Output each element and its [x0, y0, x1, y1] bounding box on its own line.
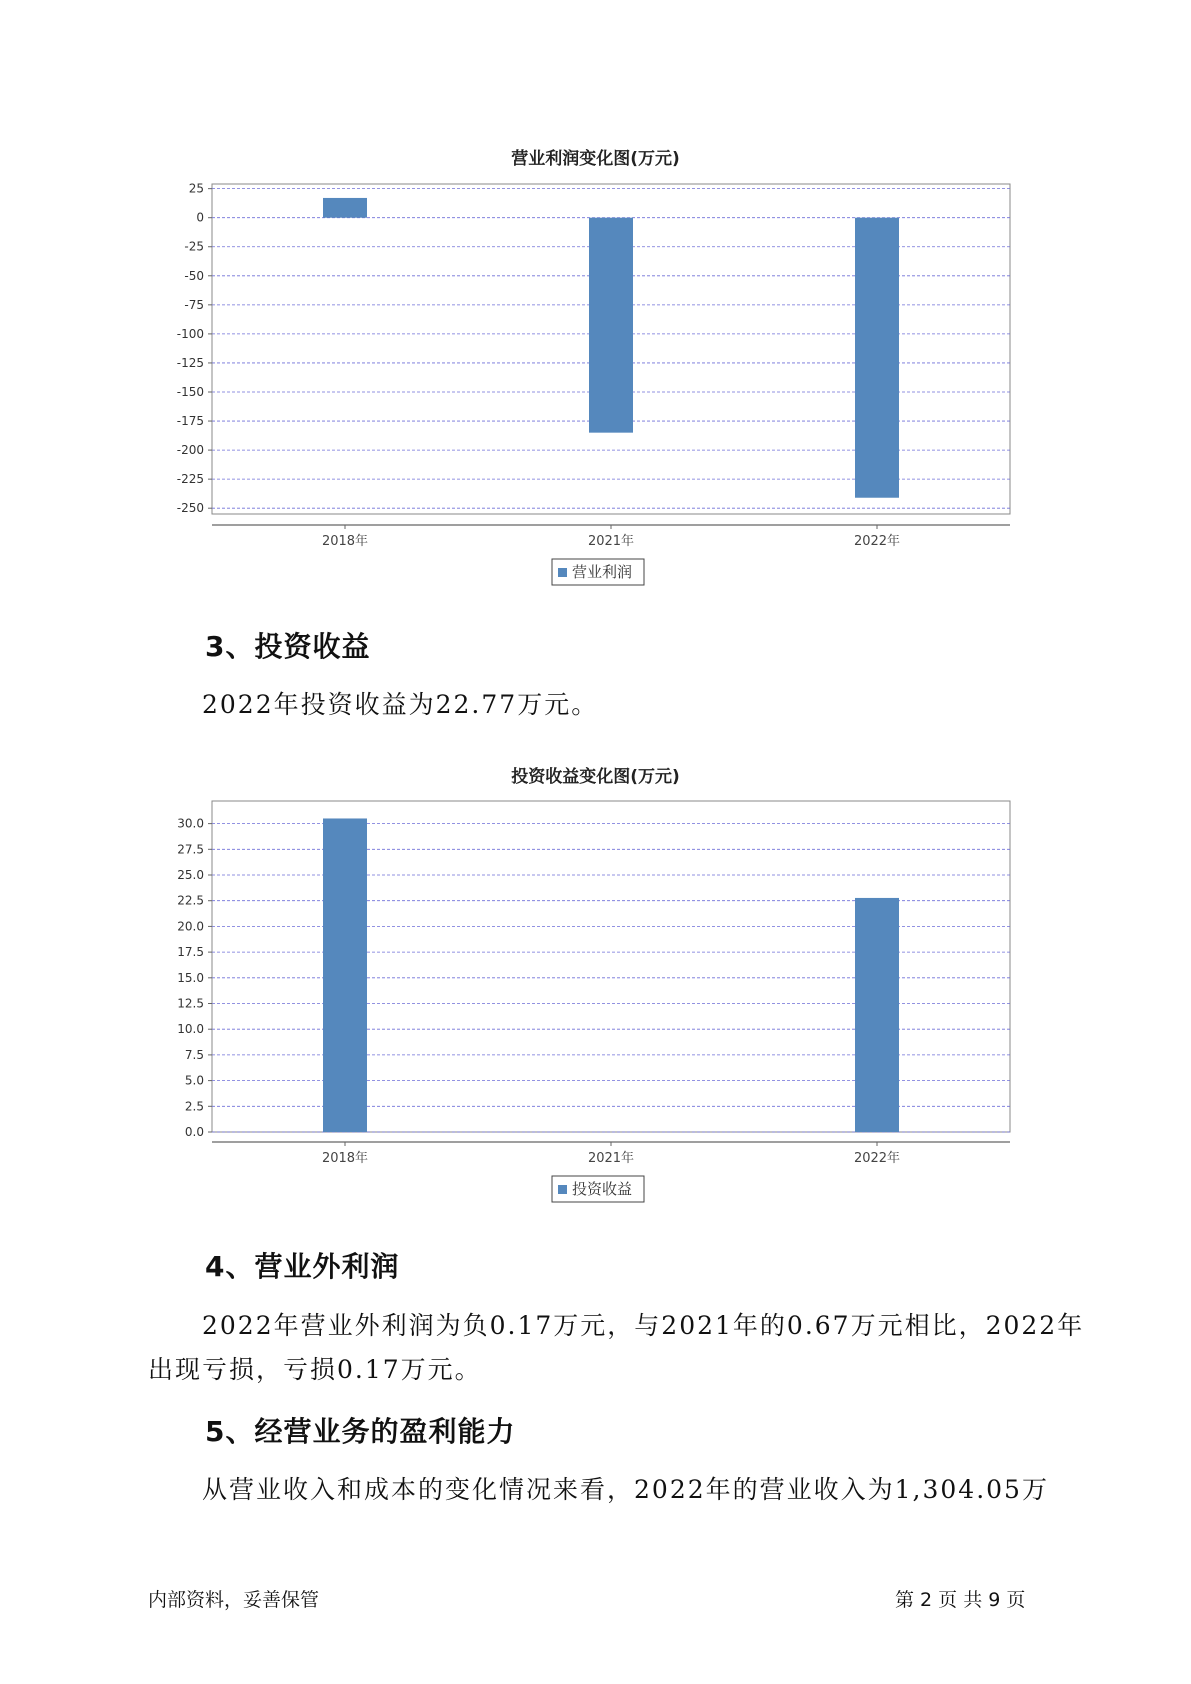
- section5-line1: 从营业收入和成本的变化情况来看，2022年的营业收入为1,304.05万: [202, 1475, 1049, 1504]
- legend-label: 营业利润: [572, 563, 633, 581]
- bar: [323, 818, 367, 1132]
- chart2-title: 投资收益变化图(万元): [511, 767, 680, 787]
- bar: [855, 218, 899, 498]
- bar: [855, 898, 899, 1132]
- y-tick-label: -150: [176, 384, 204, 399]
- y-tick-label: -225: [176, 472, 204, 487]
- legend-swatch: [558, 1185, 567, 1194]
- y-tick-label: 2.5: [184, 1099, 204, 1114]
- section4-line1: 2022年营业外利润为负0.17万元，与2021年的0.67万元相比，2022年: [202, 1311, 1085, 1340]
- y-tick-label: -125: [176, 355, 204, 370]
- y-tick-label: 17.5: [177, 945, 204, 960]
- x-tick-label: 2018年: [321, 1151, 369, 1166]
- y-tick-label: -50: [184, 268, 204, 283]
- y-tick-label: -25: [184, 239, 204, 254]
- y-tick-label: -200: [176, 443, 204, 458]
- y-tick-label: -250: [176, 501, 204, 516]
- y-tick-label: 25: [188, 181, 204, 196]
- legend: [552, 1176, 644, 1202]
- section4-heading: 4、营业外利润: [205, 1250, 400, 1283]
- x-tick-label: 2021年: [587, 1151, 635, 1166]
- section3-text: 2022年投资收益为22.77万元。: [202, 690, 599, 719]
- chart1-title: 营业利润变化图(万元): [511, 149, 680, 169]
- bar: [323, 198, 367, 218]
- y-tick-label: 7.5: [184, 1047, 204, 1062]
- y-tick-label: 10.0: [177, 1022, 204, 1037]
- x-tick-label: 2021年: [587, 534, 635, 549]
- legend-swatch: [558, 568, 567, 577]
- y-tick-label: 12.5: [177, 996, 204, 1011]
- bar: [589, 218, 633, 433]
- y-tick-label: 15.0: [177, 970, 204, 985]
- page-number: 第 2 页 共 9 页: [895, 1589, 1026, 1611]
- x-tick-label: 2022年: [853, 1151, 901, 1166]
- y-tick-label: 22.5: [177, 893, 204, 908]
- y-tick-label: 0.0: [184, 1125, 204, 1139]
- section4-line2: 出现亏损，亏损0.17万元。: [148, 1355, 482, 1384]
- investment-income-chart: [0, 795, 1191, 1215]
- y-tick-label: 25.0: [177, 868, 204, 883]
- y-tick-label: 30.0: [177, 816, 204, 831]
- x-tick-label: 2022年: [853, 534, 901, 549]
- y-tick-label: -75: [184, 297, 204, 312]
- legend: [552, 559, 644, 585]
- y-tick-label: 20.0: [177, 919, 204, 934]
- x-tick-label: 2018年: [321, 534, 369, 549]
- y-tick-label: 27.5: [177, 842, 204, 857]
- footer-note: 内部资料，妥善保管: [148, 1589, 320, 1611]
- y-tick-label: 5.0: [184, 1073, 204, 1088]
- legend-label: 投资收益: [572, 1180, 633, 1198]
- y-tick-label: -175: [176, 414, 204, 429]
- y-tick-label: 0: [196, 210, 204, 225]
- section3-heading: 3、投资收益: [205, 630, 371, 663]
- operating-profit-chart: [0, 180, 1191, 600]
- y-tick-label: -100: [176, 326, 204, 341]
- section5-heading: 5、经营业务的盈利能力: [205, 1415, 516, 1448]
